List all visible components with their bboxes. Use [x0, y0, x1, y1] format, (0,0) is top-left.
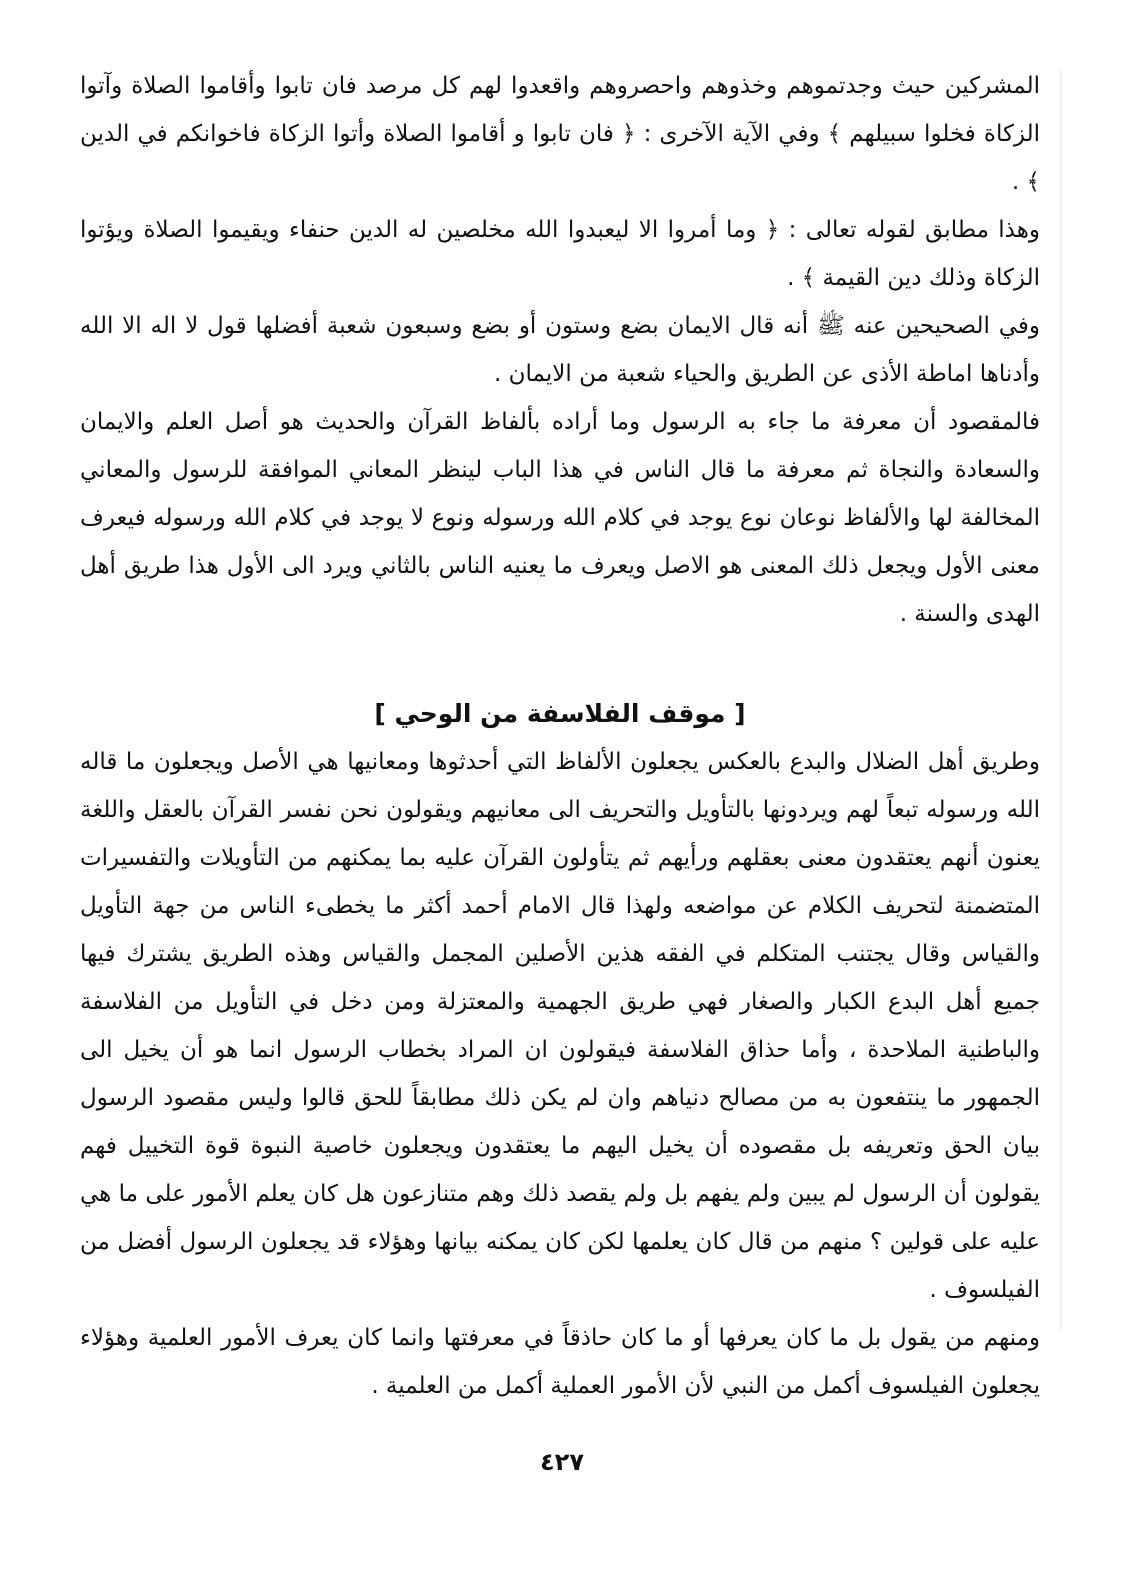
page-number: ٤٢٧: [540, 1448, 584, 1476]
section-heading: [ موقف الفلاسفة من الوحي ]: [374, 699, 746, 728]
page-edge-shadow: [1060, 70, 1062, 1330]
paragraph-verse-continuation: المشركين حيث وجدتموهم وخذوهم واحصروهم واقعدوا لهم كل مرصد فان تابوا وأقاموا الصلاة وآتوا الزكاة فخلوا سبيلهم ﴾ وفي الآية الآخرى : ﴿ فان تابوا و أقاموا الصلاة وأتوا الزكاة فاخوانكم في الدين ﴾ .: [80, 73, 1040, 195]
paragraph-hadith-iman: وفي الصحيحين عنه ﷺ أنه قال الايمان بضع وستون أو بضع وسبعون شعبة أفضلها قول لا اله الا الله وأدناها اماطة الأذى عن الطريق والحياء شعبة من الايمان .: [80, 313, 1040, 387]
paragraph-minhum: ومنهم من يقول بل ما كان يعرفها أو ما كان حاذقاً في معرفتها وانما كان يعرف الأمور العلمية وهؤلاء يجعلون الفيلسوف أكمل من النبي لأن الأمور العملية أكمل من العلمية .: [80, 1325, 1040, 1399]
paragraph-ahl-al-dalal: وطريق أهل الضلال والبدع بالعكس يجعلون الألفاظ التي أحدثوها ومعانيها هي الأصل ويجعلون ما قاله الله ورسوله تبعاً لهم ويردونها بالتأويل والتحريف الى معانيهم ويقولون نحن نفسر القرآن بالعقل واللغة يعنون أنهم يعتقدون معنى بعقلهم ورأيهم ثم يتأولون القرآن عليه بما يمكنهم من التأويلات والتفسيرات المتضمنة لتحريف الكلام عن مواضعه ولهذا قال الامام أحمد أكثر ما يخطىء الناس من جهة التأويل والقياس وقال يجتنب المتكلم في الفقه هذين الأصلين المجمل والقياس وهذه الطريق يشترك فيها جميع أهل البدع الكبار والصغار فهي طريق الجهمية والمعتزلة ومن دخل في التأويل من الفلاسفة والباطنية الملاحدة ، وأما حذاق الفلاسفة فيقولون ان المراد بخطاب الرسول انما هو أن يخيل الى الجمهور ما ينتفعون به من مصالح دنياهم وان لم يكن ذلك مطابقاً للحق قالوا وليس مقصود الرسول بيان الحق وتعريفه بل مقصوده أن يخيل اليهم ما يعتقدون ويجعلون خاصية النبوة قوة التخييل فهم يقولون أن الرسول لم يبين ولم يفهم بل ولم يقصد ذلك وهم متنازعون هل كان يعلم الأمور على ما هي عليه على قولين ؟ منهم من قال كان يعلمها لكن كان يمكنه بيانها وهؤلاء قد يجعلون الرسول أفضل من الفيلسوف .: [80, 749, 1040, 1303]
paragraph-maqsud: فالمقصود أن معرفة ما جاء به الرسول وما أراده بألفاظ القرآن والحديث هو أصل العلم والايمان والسعادة والنجاة ثم معرفة ما قال الناس في هذا الباب لينظر المعاني الموافقة للرسول والمعاني المخالفة لها والألفاظ نوعان نوع يوجد في كلام الله ورسوله ونوع لا يوجد في كلام الله ورسوله فيعرف معنى الأول ويجعل ذلك المعنى هو الاصل ويعرف ما يعنيه الناس بالثاني ويرد الى الأول هذا طريق أهل الهدى والسنة .: [80, 409, 1040, 627]
document-page: [80, 62, 1040, 1410]
paragraph-verse-bayyina: وهذا مطابق لقوله تعالى : ﴿ وما أمروا الا ليعبدوا الله مخلصين له الدين حنفاء ويقيموا الصلاة ويؤتوا الزكاة وذلك دين القيمة ﴾ .: [80, 217, 1040, 291]
